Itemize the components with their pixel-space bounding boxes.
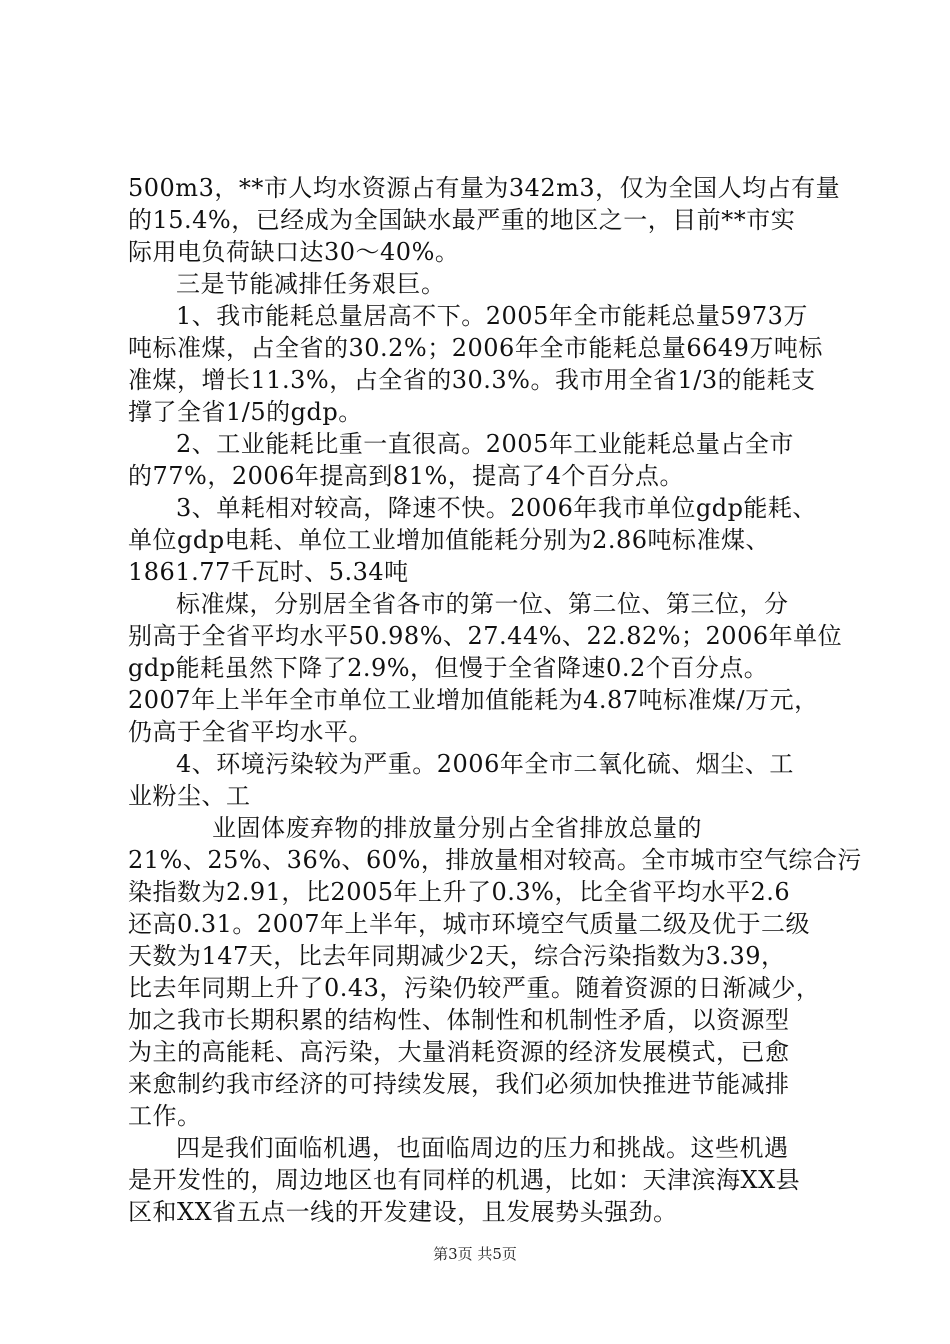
text-line: 标准煤，分别居全省各市的第一位、第二位、第三位，分: [176, 590, 789, 618]
text-line: 天数为147天，比去年同期减少2天，综合污染指数为3.39，: [128, 942, 786, 970]
text-line: 来愈制约我市经济的可持续发展，我们必须加快推进节能减排: [128, 1070, 790, 1098]
text-line: 为主的高能耗、高污染，大量消耗资源的经济发展模式，已愈: [128, 1038, 790, 1066]
text-line: 业固体废弃物的排放量分别占全省排放总量的: [212, 814, 702, 842]
text-line: 单位gdp电耗、单位工业增加值能耗分别为2.86吨标准煤、: [128, 526, 771, 554]
text-line: 别高于全省平均水平50.98%、27.44%、22.82%；2006年单位: [128, 622, 843, 650]
text-line: 1、我市能耗总量居高不下。2005年全市能耗总量5973万: [176, 302, 808, 330]
text-line: 3、单耗相对较高，降速不快。2006年我市单位gdp能耗、: [176, 494, 817, 522]
text-line: 2、工业能耗比重一直很高。2005年工业能耗总量占全市: [176, 430, 794, 458]
text-line: 吨标准煤，占全省的30.2%；2006年全市能耗总量6649万吨标: [128, 334, 823, 362]
text-line: 染指数为2.91，比2005年上升了0.3%，比全省平均水平2.6: [128, 878, 791, 906]
text-line: 仍高于全省平均水平。: [128, 718, 373, 746]
text-line: 准煤，增长11.3%，占全省的30.3%。我市用全省1/3的能耗支: [128, 366, 816, 394]
page-number-footer: 第3页 共5页: [433, 1245, 517, 1263]
text-line: 四是我们面临机遇，也面临周边的压力和挑战。这些机遇: [176, 1134, 789, 1162]
text-line: 撑了全省1/5的gdp。: [128, 398, 363, 426]
text-line: 4、环境污染较为严重。2006年全市二氧化硫、烟尘、工: [176, 750, 794, 778]
text-line: 区和XX省五点一线的开发建设，且发展势头强劲。: [128, 1198, 678, 1226]
text-line: 是开发性的，周边地区也有同样的机遇，比如：天津滨海XX县: [128, 1166, 801, 1194]
text-line: 21%、25%、36%、60%，排放量相对较高。全市城市空气综合污: [128, 846, 862, 874]
text-line: gdp能耗虽然下降了2.9%，但慢于全省降速0.2个百分点。: [128, 654, 769, 682]
text-line: 际用电负荷缺口达30～40%。: [128, 238, 460, 266]
text-line: 的15.4%，已经成为全国缺水最严重的地区之一，目前**市实: [128, 206, 796, 234]
text-line: 业粉尘、工: [128, 782, 251, 810]
text-line: 的77%，2006年提高到81%，提高了4个百分点。: [128, 462, 685, 490]
text-line: 比去年同期上升了0.43，污染仍较严重。随着资源的日渐减少，: [128, 974, 821, 1002]
text-line: 三是节能减排任务艰巨。: [176, 270, 446, 298]
text-line: 1861.77千瓦时、5.34吨: [128, 558, 409, 586]
text-line: 还高0.31。2007年上半年，城市环境空气质量二级及优于二级: [128, 910, 811, 938]
text-line: 加之我市长期积累的结构性、体制性和机制性矛盾，以资源型: [128, 1006, 790, 1034]
text-line: 工作。: [128, 1102, 202, 1130]
text-line: 2007年上半年全市单位工业增加值能耗为4.87吨标准煤/万元，: [128, 686, 819, 714]
text-line: 500m3，**市人均水资源占有量为342m3，仅为全国人均占有量: [128, 174, 841, 202]
